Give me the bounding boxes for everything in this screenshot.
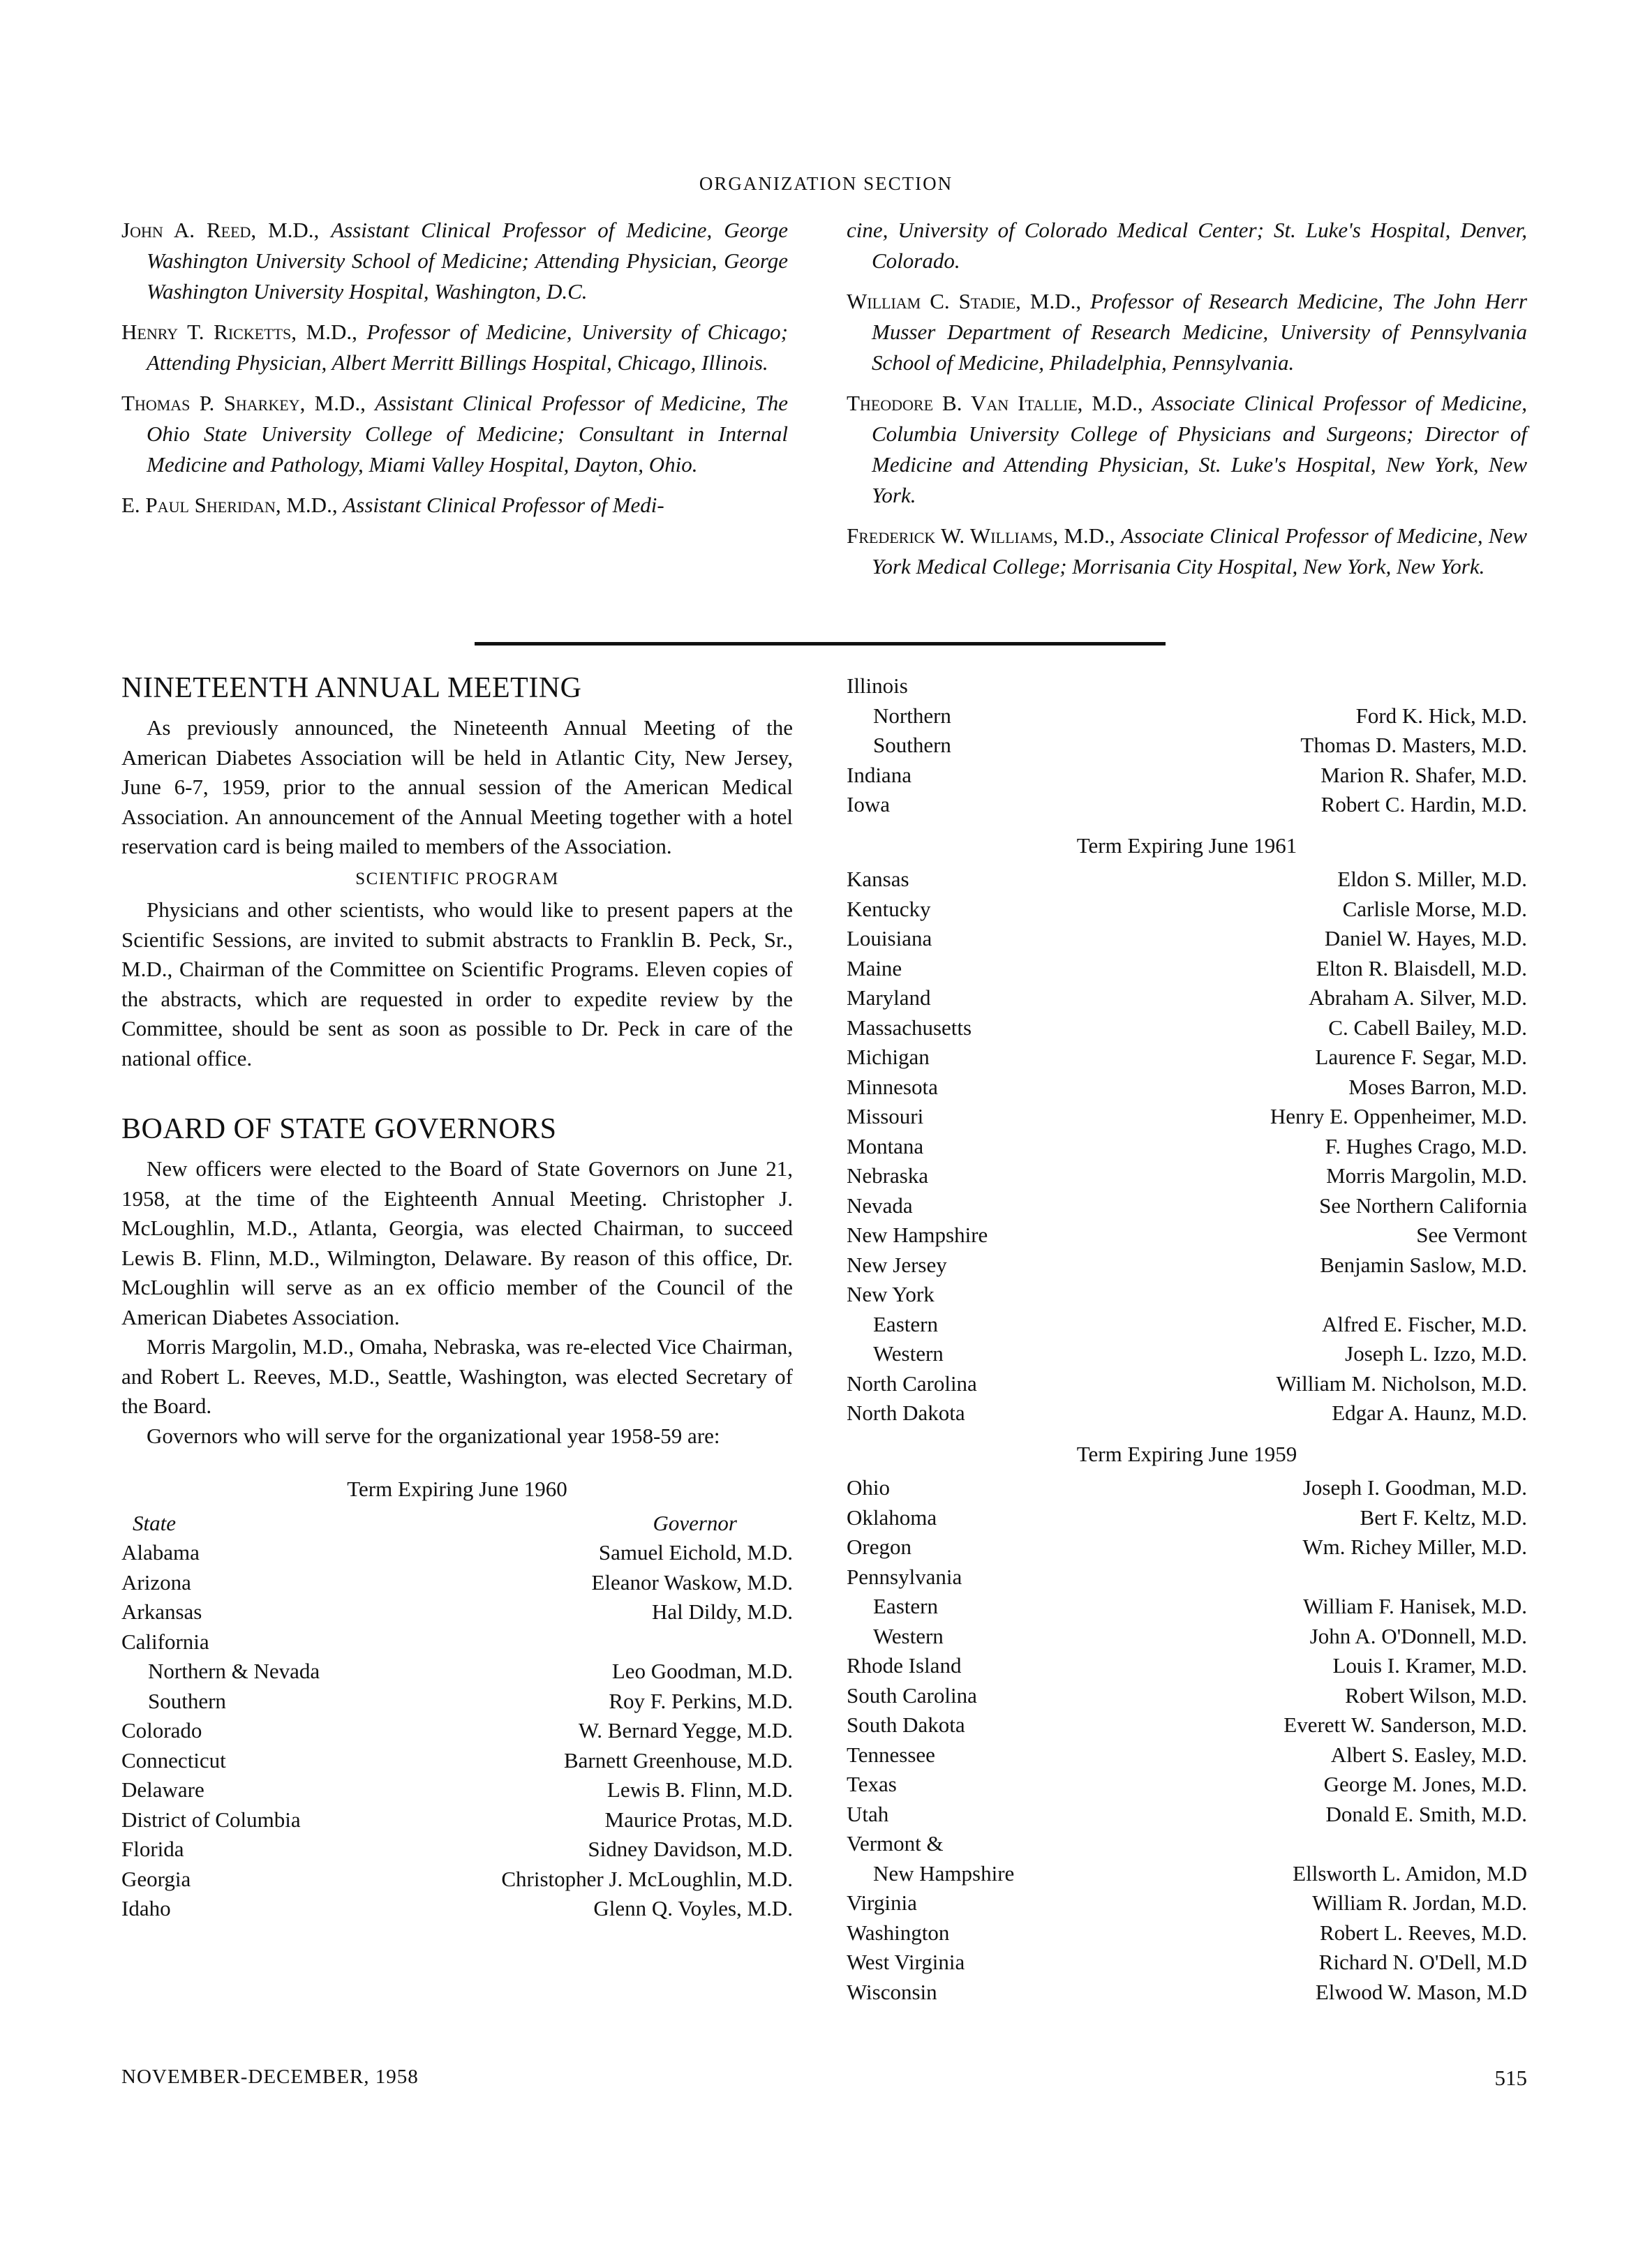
governor-row xyxy=(847,1948,1527,1978)
faculty-name: Thomas P. Sharkey, M.D., xyxy=(121,391,366,415)
governor-row xyxy=(121,1746,793,1776)
governor-row xyxy=(847,1398,1527,1428)
governor-name: Richard N. O'Dell, M.D xyxy=(1318,1950,1527,1974)
state-name: Minnesota xyxy=(847,1074,938,1099)
governor-name: Albert S. Easley, M.D. xyxy=(1330,1742,1527,1767)
state-name: Southern xyxy=(148,1688,226,1713)
right-column xyxy=(847,671,1527,2007)
governor-name: Donald E. Smith, M.D. xyxy=(1325,1801,1527,1826)
state-name: Oregon xyxy=(847,1535,911,1559)
faculty-entry xyxy=(847,521,1527,582)
governor-row xyxy=(847,1251,1527,1281)
board-paragraph-3: Governors who will serve for the organizational year 1958-59 are: xyxy=(147,1423,720,1448)
faculty-affiliation: Professor of Medicine, University of Chicago; Attending Physician, Albert Merritt Billings Hospital, Chicago, Illinois. xyxy=(147,320,788,375)
governor-name: Edgar A. Haunz, M.D. xyxy=(1332,1401,1527,1425)
governor-row xyxy=(847,1829,1527,1859)
faculty-affiliation: Professor of Research Medicine, The John Herr Musser Department of Research Medicine, University of Pennsylvania School of Medicine, Philadelphia, Pennsylvania. xyxy=(872,289,1528,375)
governor-row xyxy=(121,1568,793,1598)
state-name: North Carolina xyxy=(847,1371,977,1396)
state-name: Louisiana xyxy=(847,926,932,950)
state-name: Florida xyxy=(121,1837,184,1861)
state-name: Northern xyxy=(873,703,951,728)
governor-name: Marion R. Shafer, M.D. xyxy=(1320,762,1527,787)
governor-name: Ellsworth L. Amidon, M.D xyxy=(1293,1860,1527,1886)
state-name: Massachusetts xyxy=(847,1015,972,1040)
governor-name: Lewis B. Flinn, M.D. xyxy=(607,1777,793,1802)
state-name: Western xyxy=(873,1623,944,1648)
governor-row xyxy=(847,1622,1527,1652)
faculty-list-right xyxy=(847,215,1527,592)
state-name: Oklahoma xyxy=(847,1505,937,1530)
governor-name: John A. O'Donnell, M.D. xyxy=(1309,1623,1527,1648)
governor-row xyxy=(847,761,1527,791)
governor-row xyxy=(121,1805,793,1835)
state-name: Arizona xyxy=(121,1569,191,1595)
term-1961-table xyxy=(847,865,1527,1428)
faculty-entry xyxy=(847,388,1527,511)
state-name: Iowa xyxy=(847,792,890,816)
governor-row xyxy=(121,1835,793,1865)
state-name: Texas xyxy=(847,1772,897,1796)
governor-row xyxy=(847,1770,1527,1800)
footer-issue: NOVEMBER-DECEMBER, 1958 xyxy=(121,2066,419,2088)
governor-name: Thomas D. Masters, M.D. xyxy=(1300,733,1527,757)
governor-name: Sidney Davidson, M.D. xyxy=(588,1837,793,1861)
state-name: Michigan xyxy=(847,1045,930,1069)
state-name: West Virginia xyxy=(847,1950,965,1974)
board-title: BOARD OF STATE GOVERNORS xyxy=(121,1113,557,1145)
governor-name: F. Hughes Crago, M.D. xyxy=(1325,1133,1527,1158)
governor-row xyxy=(847,1918,1527,1948)
governor-row xyxy=(121,1657,793,1687)
state-name: Pennsylvania xyxy=(847,1564,962,1589)
state-name: California xyxy=(121,1629,209,1654)
faculty-entry xyxy=(121,215,788,307)
governor-row xyxy=(847,731,1527,761)
governor-row xyxy=(847,1191,1527,1221)
governor-name: W. Bernard Yegge, M.D. xyxy=(578,1718,793,1743)
state-name: Kansas xyxy=(847,867,909,891)
term-1960-table xyxy=(121,1538,793,1924)
footer-page-number: 515 xyxy=(1494,2066,1527,2090)
state-name: New Jersey xyxy=(847,1252,947,1277)
governor-name: Laurence F. Segar, M.D. xyxy=(1315,1045,1527,1069)
scientific-program-body: Physicians and other scientists, who would like to present papers at the Scientific Sessions, are invited to submit abstracts to Franklin B. Peck, Sr., M.D., Chairman of the Committee on Scientific Programs. Eleven copies of the abstracts, which are requested in order to expedite review by the Committee, should be sent as soon as possible to Dr. Peck in care of the national office. xyxy=(121,897,793,1070)
faculty-list-left xyxy=(121,215,788,530)
faculty-affiliation: Associate Clinical Professor of Medicine, Columbia University College of Physicians and Surgeons; Director of Medicine and Attending Physician, St. Luke's Hospital, New York, New York. xyxy=(872,391,1527,507)
state-name: Kentucky xyxy=(847,896,931,921)
governor-row xyxy=(121,1538,793,1568)
governor-name: Christopher J. McLoughlin, M.D. xyxy=(501,1866,793,1891)
governor-name: Elwood W. Mason, M.D xyxy=(1315,1979,1527,2004)
faculty-name: Frederick W. Williams, M.D., xyxy=(847,523,1115,548)
faculty-affiliation: Associate Clinical Professor of Medicine, New York Medical College; Morrisania City Hospital, New York, New York. xyxy=(872,523,1527,579)
governor-row xyxy=(847,1978,1527,2008)
governor-name: Abraham A. Silver, M.D. xyxy=(1308,985,1527,1010)
term-1959-table xyxy=(847,1473,1527,2007)
governor-column-header: Governor xyxy=(653,1510,737,1535)
state-name: New Hampshire xyxy=(873,1860,1015,1886)
governor-name: Samuel Eichold, M.D. xyxy=(598,1540,793,1565)
governor-name: Alfred E. Fischer, M.D. xyxy=(1321,1311,1527,1336)
state-name: Maryland xyxy=(847,985,931,1010)
governor-name: Robert C. Hardin, M.D. xyxy=(1320,792,1527,816)
faculty-affiliation: Assistant Clinical Professor of Medi- xyxy=(343,493,664,517)
governor-row xyxy=(847,983,1527,1013)
governor-name: William F. Hanisek, M.D. xyxy=(1303,1594,1527,1618)
state-name: Idaho xyxy=(121,1896,171,1920)
governor-name: Moses Barron, M.D. xyxy=(1348,1074,1527,1099)
governor-row xyxy=(121,1894,793,1924)
governor-name: Daniel W. Hayes, M.D. xyxy=(1324,926,1527,950)
governor-row xyxy=(847,1161,1527,1191)
state-name: Connecticut xyxy=(121,1747,226,1773)
left-column xyxy=(121,671,793,1924)
governor-row xyxy=(847,1369,1527,1399)
governor-name: Eleanor Waskow, M.D. xyxy=(591,1569,793,1595)
governor-name: Ford K. Hick, M.D. xyxy=(1355,703,1527,728)
governor-row xyxy=(847,1710,1527,1740)
faculty-entry xyxy=(847,286,1527,378)
governor-name: Leo Goodman, M.D. xyxy=(611,1659,793,1683)
governor-name: Roy F. Perkins, M.D. xyxy=(609,1688,793,1713)
governor-row xyxy=(121,1865,793,1895)
state-name: Indiana xyxy=(847,762,911,787)
state-name: Colorado xyxy=(121,1718,202,1743)
governor-row xyxy=(847,1013,1527,1043)
state-name: Northern & Nevada xyxy=(148,1659,320,1683)
state-name: South Dakota xyxy=(847,1712,965,1737)
faculty-affiliation: Assistant Clinical Professor of Medicine, The Ohio State University College of Medicine; Consultant in Internal Medicine and Pathology, Miami Valley Hospital, Dayton, Ohio. xyxy=(147,391,788,477)
governor-row xyxy=(847,1859,1527,1889)
governor-name: Joseph I. Goodman, M.D. xyxy=(1302,1475,1527,1500)
section-divider xyxy=(475,642,1166,646)
governor-row xyxy=(847,1473,1527,1503)
governor-name: Joseph L. Izzo, M.D. xyxy=(1345,1341,1527,1366)
state-name: Ohio xyxy=(847,1475,890,1500)
running-header: ORGANIZATION SECTION xyxy=(699,173,953,194)
governor-row xyxy=(847,1280,1527,1310)
faculty-name: John A. Reed, M.D., xyxy=(121,218,320,242)
state-name: New York xyxy=(847,1282,935,1306)
state-name: Illinois xyxy=(847,673,908,698)
governor-row xyxy=(847,671,1527,701)
state-name: North Dakota xyxy=(847,1401,965,1425)
governor-name: Morris Margolin, M.D. xyxy=(1326,1163,1527,1188)
state-name: Vermont & xyxy=(847,1831,944,1856)
governor-name: See Vermont xyxy=(1416,1223,1527,1247)
state-name: Alabama xyxy=(121,1540,200,1565)
state-name: Eastern xyxy=(873,1311,938,1336)
state-name: Montana xyxy=(847,1133,924,1158)
state-name: Missouri xyxy=(847,1104,924,1128)
governor-name: C. Cabell Bailey, M.D. xyxy=(1328,1015,1527,1040)
faculty-name: William C. Stadie, M.D., xyxy=(847,289,1082,313)
governor-name: Bert F. Keltz, M.D. xyxy=(1360,1505,1527,1530)
state-column-header: State xyxy=(133,1510,176,1535)
governor-name: William M. Nicholson, M.D. xyxy=(1276,1371,1527,1396)
governor-row xyxy=(847,790,1527,820)
governor-row xyxy=(847,701,1527,731)
state-name: Western xyxy=(873,1341,944,1366)
governor-row xyxy=(847,1132,1527,1162)
governor-row xyxy=(847,1073,1527,1103)
faculty-entry xyxy=(121,317,788,378)
governor-row xyxy=(847,1681,1527,1711)
governor-row xyxy=(847,1800,1527,1830)
governor-name: Elton R. Blaisdell, M.D. xyxy=(1316,955,1527,980)
governor-name: George M. Jones, M.D. xyxy=(1323,1772,1527,1796)
governor-name: Louis I. Kramer, M.D. xyxy=(1332,1653,1527,1678)
governor-name: William R. Jordan, M.D. xyxy=(1312,1890,1527,1915)
governor-row xyxy=(121,1687,793,1717)
state-name: Virginia xyxy=(847,1890,917,1915)
faculty-name: E. Paul Sheridan, M.D., xyxy=(121,493,338,517)
governor-row xyxy=(847,1532,1527,1562)
faculty-affiliation: Assistant Clinical Professor of Medicine, George Washington University School of Medicine; Attending Physician, George Washington University Hospital, Washington, D.C. xyxy=(147,218,789,304)
state-name: Tennessee xyxy=(847,1742,935,1767)
governor-row xyxy=(847,1102,1527,1132)
governor-row xyxy=(847,1562,1527,1592)
governor-row xyxy=(121,1627,793,1657)
board-paragraph-1: New officers were elected to the Board of State Governors on June 21, 1958, at the time of the Eighteenth Annual Meeting. Christopher J. McLoughlin, M.D., Atlanta, Georgia, was elected Chairman, to succeed Lewis B. Flinn, M.D., Wilmington, Delaware. By reason of this office, Dr. McLoughlin will serve as an ex officio member of the Council of the American Diabetes Association. xyxy=(121,1156,793,1329)
faculty-entry-continuation xyxy=(847,215,1527,276)
term-1961-heading: Term Expiring June 1961 xyxy=(1076,833,1297,858)
faculty-entry xyxy=(121,388,788,480)
term-1960-table-continued xyxy=(847,671,1527,820)
state-name: Maine xyxy=(847,955,902,980)
state-name: Georgia xyxy=(121,1866,191,1891)
governor-row xyxy=(847,865,1527,895)
state-name: Nebraska xyxy=(847,1163,929,1188)
governor-name: Wm. Richey Miller, M.D. xyxy=(1302,1535,1527,1559)
governor-row xyxy=(847,1503,1527,1533)
governor-name: Henry E. Oppenheimer, M.D. xyxy=(1270,1104,1527,1128)
state-name: Southern xyxy=(873,733,951,757)
governor-row xyxy=(847,895,1527,925)
state-name: South Carolina xyxy=(847,1682,977,1708)
term-1959-heading: Term Expiring June 1959 xyxy=(1076,1441,1297,1466)
state-name: Washington xyxy=(847,1920,950,1945)
board-paragraph-2: Morris Margolin, M.D., Omaha, Nebraska, was re-elected Vice Chairman, and Robert L. Reeves, M.D., Seattle, Washington, was elected Secretary of the Board. xyxy=(121,1334,793,1418)
state-name: Delaware xyxy=(121,1777,204,1802)
state-name: Nevada xyxy=(847,1193,913,1218)
governor-row xyxy=(847,1339,1527,1369)
faculty-entry xyxy=(121,490,788,521)
governor-name: Robert Wilson, M.D. xyxy=(1345,1682,1527,1708)
term-1960-heading: Term Expiring June 1960 xyxy=(347,1477,567,1501)
state-name: District of Columbia xyxy=(121,1807,301,1832)
governor-row xyxy=(847,1043,1527,1073)
governor-name: Hal Dildy, M.D. xyxy=(651,1599,793,1624)
state-name: Rhode Island xyxy=(847,1653,962,1678)
state-name: Utah xyxy=(847,1801,889,1826)
table-header xyxy=(121,1509,793,1539)
state-name: Wisconsin xyxy=(847,1979,937,2004)
governor-name: Glenn Q. Voyles, M.D. xyxy=(593,1896,793,1920)
governor-name: Robert L. Reeves, M.D. xyxy=(1319,1920,1527,1945)
annual-meeting-body: As previously announced, the Nineteenth Annual Meeting of the American Diabetes Association will be held in Atlantic City, New Jersey, June 6-7, 1959, prior to the annual session of the American Medical Association. An announcement of the Annual Meeting together with a hotel reservation card is being mailed to members of the Association. xyxy=(121,715,793,858)
governor-name: Carlisle Morse, M.D. xyxy=(1342,896,1527,921)
governor-name: Eldon S. Miller, M.D. xyxy=(1337,867,1527,891)
continuation-text: cine, University of Colorado Medical Center; St. Luke's Hospital, Denver, Colorado. xyxy=(847,218,1527,273)
faculty-name: Henry T. Ricketts, M.D., xyxy=(121,320,357,344)
annual-meeting-title: NINETEENTH ANNUAL MEETING xyxy=(121,672,582,704)
governor-row xyxy=(847,1221,1527,1251)
governor-row xyxy=(847,954,1527,984)
governor-row xyxy=(847,1651,1527,1681)
governor-name: See Northern California xyxy=(1319,1193,1527,1218)
governor-row xyxy=(847,1740,1527,1770)
state-name: Eastern xyxy=(873,1594,938,1618)
governor-name: Benjamin Saslow, M.D. xyxy=(1320,1252,1527,1277)
governor-name: Everett W. Sanderson, M.D. xyxy=(1283,1712,1527,1737)
governor-name: Barnett Greenhouse, M.D. xyxy=(564,1747,793,1773)
governor-row xyxy=(121,1716,793,1746)
governor-name: Maurice Protas, M.D. xyxy=(604,1807,793,1832)
governor-row xyxy=(847,1310,1527,1340)
governor-row xyxy=(847,924,1527,954)
faculty-name: Theodore B. Van Itallie, M.D., xyxy=(847,391,1143,415)
state-name: New Hampshire xyxy=(847,1223,988,1247)
governor-row xyxy=(847,1888,1527,1918)
governor-row xyxy=(121,1775,793,1805)
state-name: Arkansas xyxy=(121,1599,202,1624)
scientific-program-heading: SCIENTIFIC PROGRAM xyxy=(355,869,559,888)
governor-row xyxy=(847,1592,1527,1622)
governor-row xyxy=(121,1597,793,1627)
